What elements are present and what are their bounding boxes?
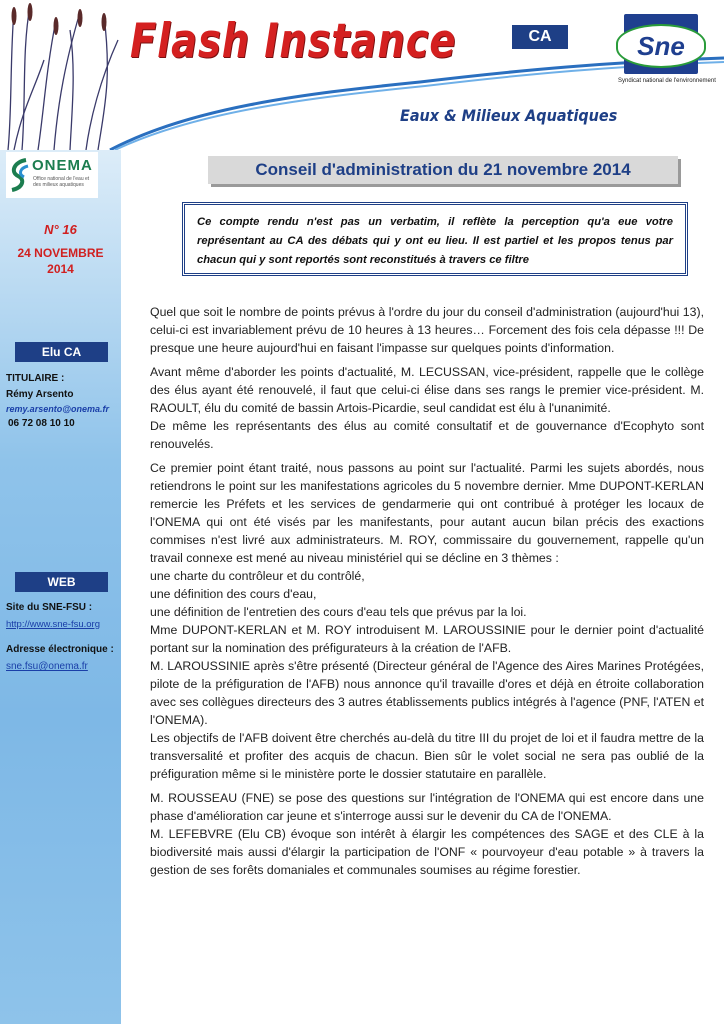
disclaimer-notice: Ce compte rendu n'est pas un verbatim, il reflète la perception qu'a eue votre représentant au CA des débats qui y ont eu lieu. Il est partiel et les propos tenus par chacun qui y sont reportés sont reconstitués à travers ce filtre: [182, 202, 688, 276]
titulaire-phone: 06 72 08 10 10: [8, 418, 75, 429]
list-item: une définition des cours d'eau,: [150, 587, 317, 601]
site-label: Site du SNE-FSU :: [6, 602, 93, 613]
paragraph: Mme DUPONT-KERLAN et M. ROY introduisent M. LAROUSSINIE pour le dernier point d'actualité portant sur la nomination des préfigurateurs à la création de l'AFB.: [150, 623, 704, 655]
elu-ca-heading: Elu CA: [15, 342, 108, 362]
sne-logo: [610, 14, 720, 94]
list-item: une définition de l'entretien des cours d'eau tels que prévus par la loi.: [150, 605, 527, 619]
paragraph: De même les représentants des élus au comité consultatif et de gouvernance d'Ecophyto sont renouvelés.: [150, 419, 704, 451]
newsletter-title: Flash Instance: [130, 14, 457, 69]
onema-subtitle: Office national de l'eau et des milieux aquatiques: [33, 176, 90, 188]
site-link[interactable]: http://www.sne-fsu.org: [6, 619, 100, 630]
paragraph: Quel que soit le nombre de points prévus à l'ordre du jour du conseil d'administration (aujourd'hui 13), celui-ci est invariablement prévu de 10 heures à 13 heures… Forcement des fois cela dépasse !!! De presque une heure aujourd'hui en faisant l'impasse sur quelques points d'information.: [150, 305, 704, 355]
paragraph: Ce premier point étant traité, nous passons au point sur l'actualité. Parmi les sujets abordés, nous retiendrons le point sur les manifestations agricoles du 5 novembre dernier. Mme DUPONT-KERLAN remercie les Préfets et les services de gendarmerie qui ont contribué à protéger les locaux de l'ONEMA qui ont été visés par les manifestants, pour autant aucun bilan précis des exactions commises n'est livré aux administrateurs. M. ROY, commissaire du gouvernement, rappelle qu'un travail connexe est mené au niveau ministériel qui se décline en 3 thèmes :: [150, 461, 704, 565]
ca-tag: CA: [512, 25, 568, 49]
titulaire-label: TITULAIRE :: [6, 373, 65, 384]
onema-logo: [6, 152, 98, 198]
article-body: [150, 303, 704, 885]
section-title: Conseil d'administration du 21 novembre 2014: [208, 156, 678, 184]
sne-logo-subtext: Syndicat national de l'environnement: [618, 78, 716, 84]
email-link[interactable]: sne.fsu@onema.fr: [6, 661, 88, 672]
titulaire-email[interactable]: remy.arsento@onema.fr: [6, 404, 109, 414]
titulaire-name: Rémy Arsento: [6, 389, 74, 400]
onema-wave-icon: [8, 156, 30, 192]
newsletter-subtitle: Eaux & Milieux Aquatiques: [400, 106, 618, 125]
list-item: une charte du contrôleur et du contrôlé,: [150, 569, 365, 583]
email-label: Adresse électronique :: [6, 644, 114, 655]
issue-date: [0, 245, 121, 277]
paragraph: M. LEFEBVRE (Elu CB) évoque son intérêt à élargir les compétences des SAGE et des CLE à la biodiversité mais aussi d'élargir la participation de l'ONF « pourvoyeur d'eau potable » à travers la gestion de ses forêts domaniales et communales soumises au régime forestier.: [150, 827, 704, 877]
paragraph: Avant même d'aborder les points d'actualité, M. LECUSSAN, vice-président, rappelle que le collège des élus ayant été renouvelé, il faut que celui-ci élise dans ses rangs le premier vice-président. M. RAOULT, élu du comité de bassin Artois-Picardie, seul candidat est élu à l'unanimité.: [150, 365, 704, 415]
issue-date-line2: 2014: [47, 262, 74, 276]
issue-number: N° 16: [44, 222, 77, 237]
web-heading: WEB: [15, 572, 108, 592]
paragraph: M. ROUSSEAU (FNE) se pose des questions sur l'intégration de l'ONEMA qui est encore dans une phase d'amélioration car jeune et s'interroge aussi sur le devenir du CA de l'ONEMA.: [150, 791, 704, 823]
paragraph: Les objectifs de l'AFB doivent être cherchés au-delà du titre III du projet de loi et il faudra mettre de la transversalité et profiter des acquis de chacun. Bien sûr le volet social ne sera pas oublié de la préfiguration même si le ministère porte le dossier statutaire en parallèle.: [150, 731, 704, 781]
issue-date-line1: 24 NOVEMBRE: [17, 246, 104, 260]
onema-name: ONEMA: [32, 157, 93, 174]
sne-logo-text: Sne: [616, 24, 706, 68]
paragraph: M. LAROUSSINIE après s'être présenté (Directeur général de l'Agence des Aires Marines Protégées, pilote de la préfiguration de l'AFB) nous annonce qu'il travaille d'ores et déjà en étroite collaboration avec ses collègues directeurs des 3 autres établissements publics intégrés à l'agence (PNF, l'ATEN et l'ONEMA).: [150, 659, 704, 727]
